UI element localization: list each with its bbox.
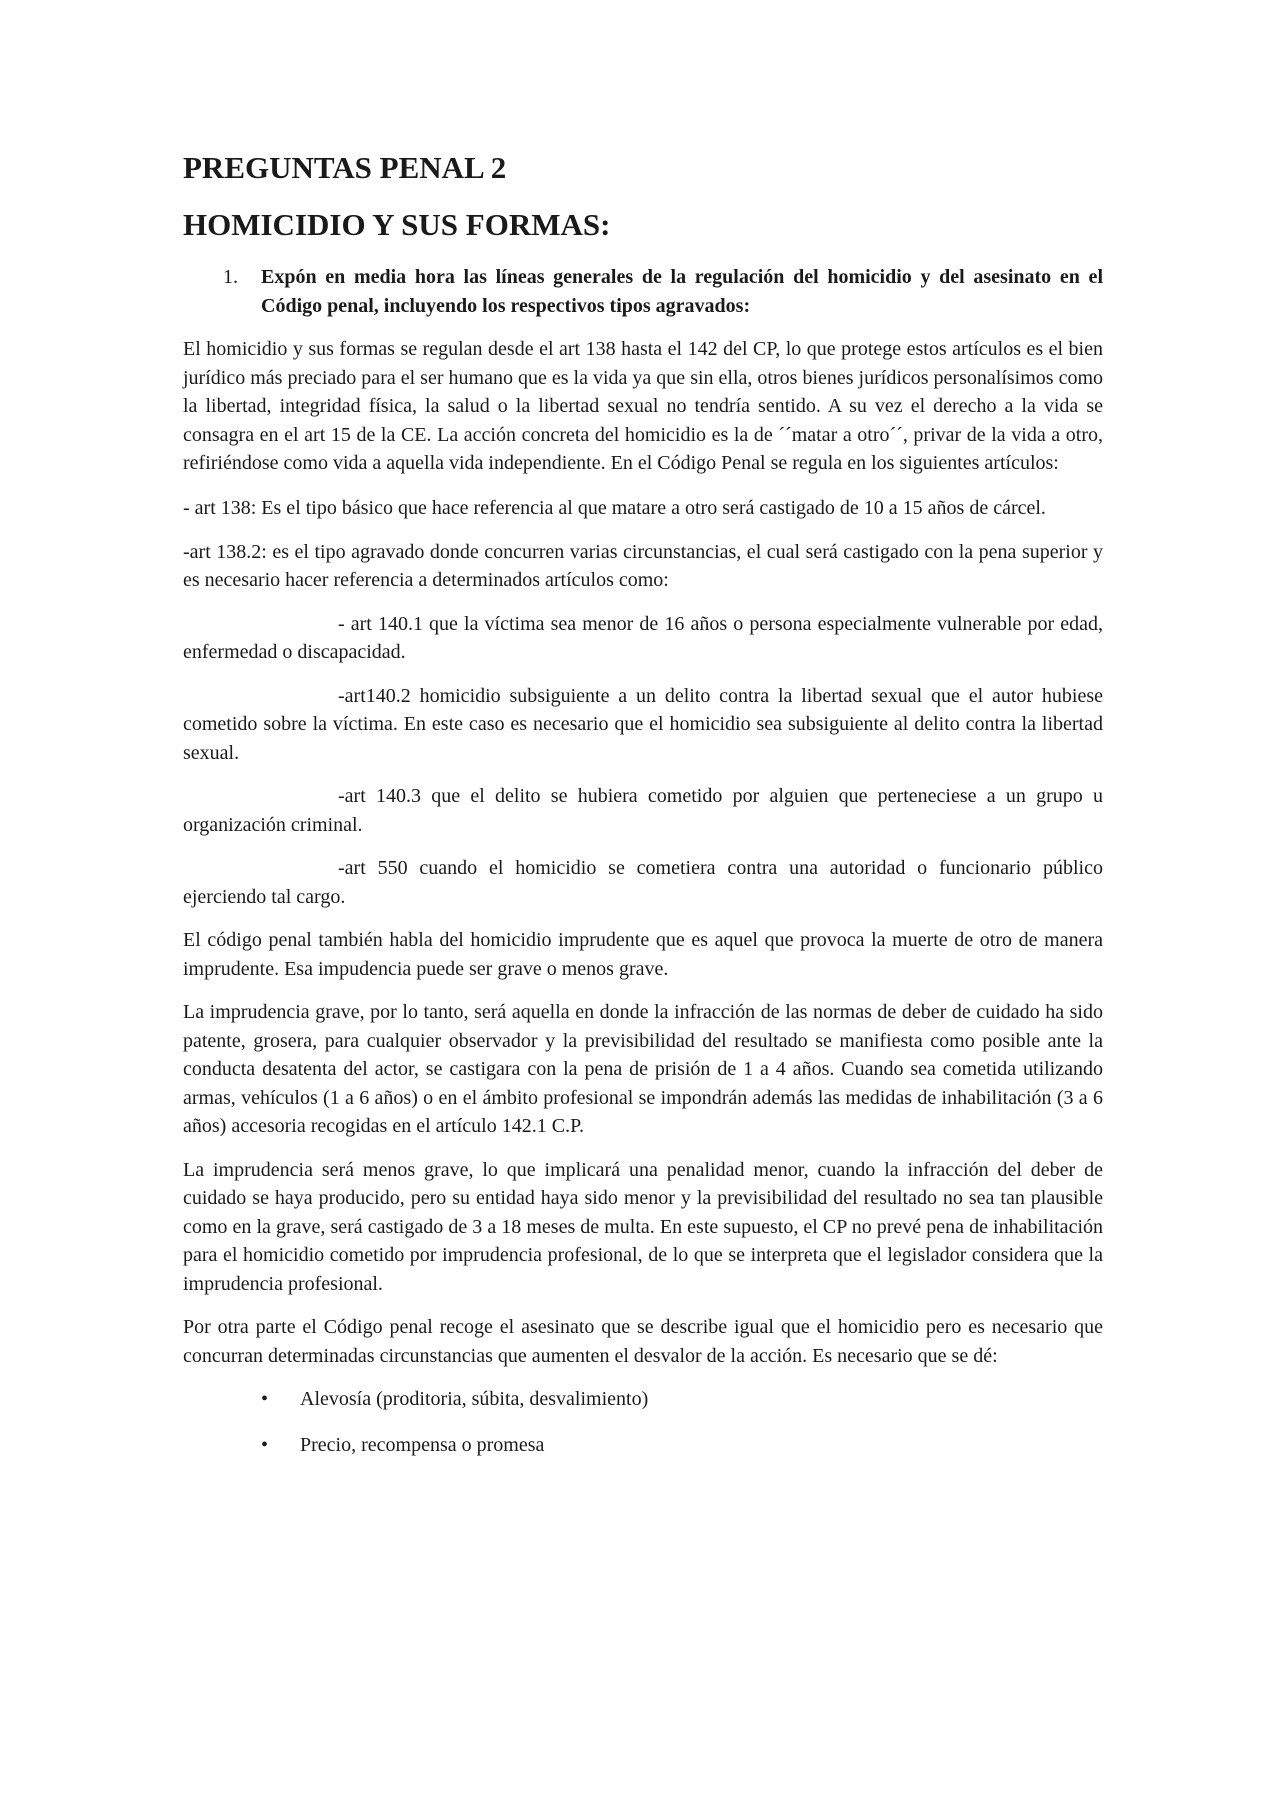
paragraph-intro: El homicidio y sus formas se regulan desde el art 138 hasta el 142 del CP, lo que protege estos artículos es el bien jurídico más preciado para el ser humano que es la vida ya que sin ella, otros bienes jurídicos personalísimos como la libertad, integridad física, la salud o la libertad sexual no tendría sentido. A su vez el derecho a la vida se consagra en el art 15 de la CE. La acción concreta del homicidio es la de ´´matar a otro´´, privar de la vida a otro, refiriéndose como vida a aquella vida independiente. En el Código Penal se regula en los siguientes artículos: <box>183 338 1103 474</box>
paragraph-art-140-1: - art 140.1 que la víctima sea menor de 16 años o persona especialmente vulnerable por edad, enfermedad o discapacidad. <box>183 612 1103 663</box>
list-item <box>183 1385 1103 1413</box>
paragraph-art-140-3: -art 140.3 que el delito se hubiera cometido por alguien que perteneciese a un grupo u organización criminal. <box>183 785 1103 836</box>
document-page <box>183 150 1103 1477</box>
list-item-text: Alevosía (proditoria, súbita, desvalimiento) <box>300 1388 649 1410</box>
question-list <box>183 263 1103 320</box>
bullet-icon: • <box>261 1434 269 1456</box>
paragraph-homicidio-imprudente: El código penal también habla del homicidio imprudente que es aquel que provoca la muerte de otro de manera imprudente. Esa impudencia puede ser grave o menos grave. <box>183 929 1103 980</box>
question-text: Expón en media hora las líneas generales de la regulación del homicidio y del asesinato en el Código penal, incluyendo los respectivos tipos agravados: <box>261 266 1103 317</box>
document-title: PREGUNTAS PENAL 2 <box>183 150 507 185</box>
section-title: HOMICIDIO Y SUS FORMAS: <box>183 207 611 242</box>
paragraph-art-140-2: -art140.2 homicidio subsiguiente a un delito contra la libertad sexual que el autor hubiese cometido sobre la víctima. En este caso es necesario que el homicidio sea subsiguiente al delito contra la libertad sexual. <box>183 684 1103 764</box>
list-item-text: Precio, recompensa o promesa <box>300 1434 545 1456</box>
paragraph-imprudencia-menos-grave: La imprudencia será menos grave, lo que implicará una penalidad menor, cuando la infracción del deber de cuidado se haya producido, pero su entidad haya sido menor y la previsibilidad del resultado no sea tan plausible como en la grave, será castigado de 3 a 18 meses de multa. En este supuesto, el CP no prevé pena de inhabilitación para el homicidio cometido por imprudencia profesional, de lo que se interpreta que el legislador considera que la imprudencia profesional. <box>183 1158 1103 1295</box>
bullet-icon: • <box>261 1388 269 1410</box>
paragraph-art-138: - art 138: Es el tipo básico que hace referencia al que matare a otro será castigado de 10 a 15 años de cárcel. <box>183 496 1046 519</box>
paragraph-art-138-2: -art 138.2: es el tipo agravado donde concurren varias circunstancias, el cual será castigado con la pena superior y es necesario hacer referencia a determinados artículos como: <box>183 540 1103 591</box>
question-item <box>183 263 1103 320</box>
paragraph-imprudencia-grave: La imprudencia grave, por lo tanto, será aquella en donde la infracción de las normas de deber de cuidado ha sido patente, grosera, para cualquier observador y la previsibilidad del resultado se manifiesta como posible ante la conducta desatenta del actor, se castigara con la pena de prisión de 1 a 4 años. Cuando sea cometida utilizando armas, vehículos (1 a 6 años) o en el ámbito profesional se impondrán además las medidas de inhabilitación (3 a 6 años) accesoria recogidas en el artículo 142.1 C.P. <box>183 1001 1103 1137</box>
list-item <box>183 1431 1103 1459</box>
paragraph-asesinato: Por otra parte el Código penal recoge el asesinato que se describe igual que el homicidio pero es necesario que concurran determinadas circunstancias que aumenten el desvalor de la acción. Es necesario que se dé: <box>183 1316 1103 1367</box>
asesinato-circumstances-list <box>183 1385 1103 1459</box>
paragraph-art-550: -art 550 cuando el homicidio se cometiera contra una autoridad o funcionario público ejerciendo tal cargo. <box>183 857 1103 908</box>
question-number: 1. <box>223 266 238 288</box>
